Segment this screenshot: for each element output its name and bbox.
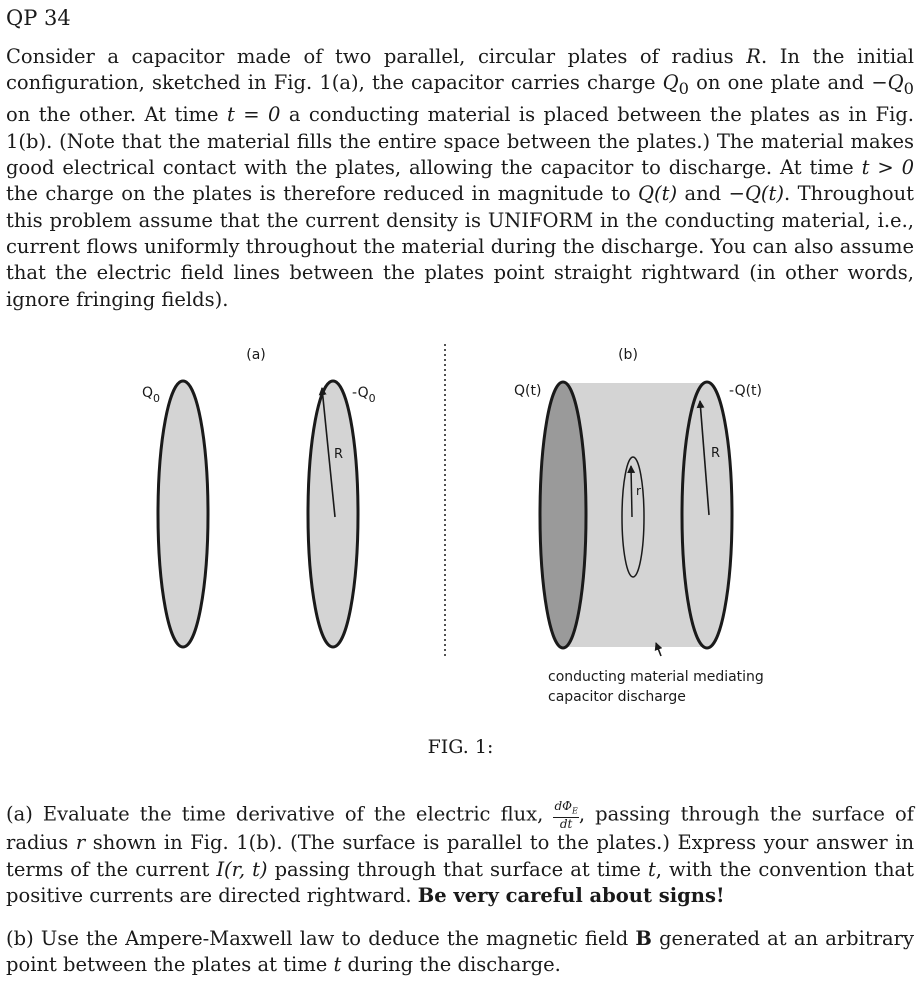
right-plate-b — [682, 382, 732, 648]
question-a — [6, 800, 914, 909]
charge-subscript: 0 — [678, 79, 689, 99]
time-symbol: t — [647, 857, 656, 881]
intro-text-3: on one plate and — [696, 71, 865, 95]
magnetic-field-symbol: B — [635, 927, 652, 950]
time-zero: t = 0 — [227, 103, 281, 127]
radius-label-a: R — [334, 447, 344, 462]
panel-a-label: (a) — [246, 347, 266, 363]
right-charge-label-a: $-Q_0$ — [352, 385, 376, 405]
question-b-text-1: (b) Use the Ampere-Maxwell law to deduce the magnetic field — [6, 927, 629, 950]
neg-charge-symbol: −Q — [871, 71, 904, 95]
question-a-text-5: , with the convention that positive currents are directed rightward. — [6, 857, 914, 907]
time-symbol-b: t — [333, 953, 342, 977]
intro-text-5: a conducting material is placed between the plates as in Fig. 1(b). (Note that the material fills the entire space between the plates.) The material makes good electrical contact with the plates, allowing the capacitor to discharge. At time — [6, 103, 915, 180]
question-b-text-3: during the discharge. — [347, 953, 561, 977]
small-radius-symbol: r — [75, 831, 86, 855]
flux-derivative: $\frac{d\Phi_E}{dt}$ — [554, 799, 578, 832]
material-caption-line-1: conducting material mediating — [548, 669, 764, 685]
panel-b-label: (b) — [618, 347, 638, 363]
small-radius-arrow — [631, 466, 632, 517]
right-charge-label-b: -Q(t) — [729, 383, 762, 399]
right-plate-a — [308, 381, 358, 647]
question-a-text-4: passing through that surface at time — [274, 857, 641, 881]
question-a-text-2: , passing through the surface of radius — [6, 802, 915, 855]
small-radius-label: r — [636, 484, 641, 498]
left-charge-label-a: $Q_0$ — [142, 385, 161, 405]
problem-statement — [6, 44, 914, 313]
neg-charge-subscript: 0 — [903, 79, 914, 99]
figure-caption: FIG. 1: — [427, 736, 494, 758]
problem-title: QP 34 — [6, 6, 71, 30]
material-caption — [548, 669, 764, 705]
left-plate-b — [540, 382, 586, 648]
intro-text-6: the charge on the plates is therefore reduced in magnitude to — [6, 182, 631, 206]
left-charge-label-b: Q(t) — [514, 383, 542, 399]
intro-text-7: and — [684, 182, 722, 206]
material-caption-line-2: capacitor discharge — [548, 689, 686, 705]
question-b-text-2: generated at an arbitrary point between the plates at time — [6, 927, 914, 977]
charge-symbol: Q — [662, 71, 679, 95]
radius-symbol: R — [746, 45, 761, 68]
intro-text-2: . In the initial configuration, sketched in Fig. 1(a), the capacitor carries charge — [6, 45, 914, 95]
time-positive: t > 0 — [861, 156, 915, 180]
intro-text-4: on the other. At time — [6, 103, 219, 127]
intro-text-1: Consider a capacitor made of two parallel, circular plates of radius — [6, 45, 734, 68]
left-plate-a — [158, 381, 208, 647]
question-a-text-3: shown in Fig. 1(b). (The surface is parallel to the plates.) Express your answer in terms of the current — [6, 831, 915, 881]
intro-text-8: . Throughout this problem assume that the current density is UNIFORM in the conducting material, i.e., current flows uniformly throughout the material during the discharge. You can also assume that the electric field lines between the plates point straight rightward (in other words, ignore fringing fields). — [6, 182, 914, 311]
charge-function: Q(t) — [638, 182, 678, 206]
figure-1 — [0, 340, 921, 730]
question-a-text-1: (a) Evaluate the time derivative of the electric flux, — [6, 802, 544, 826]
neg-charge-function: −Q(t) — [728, 182, 784, 206]
current-symbol: I(r, t) — [216, 857, 268, 881]
question-b — [6, 926, 914, 979]
sign-warning: Be very careful about signs! — [417, 883, 725, 907]
radius-label-b: R — [711, 446, 721, 461]
